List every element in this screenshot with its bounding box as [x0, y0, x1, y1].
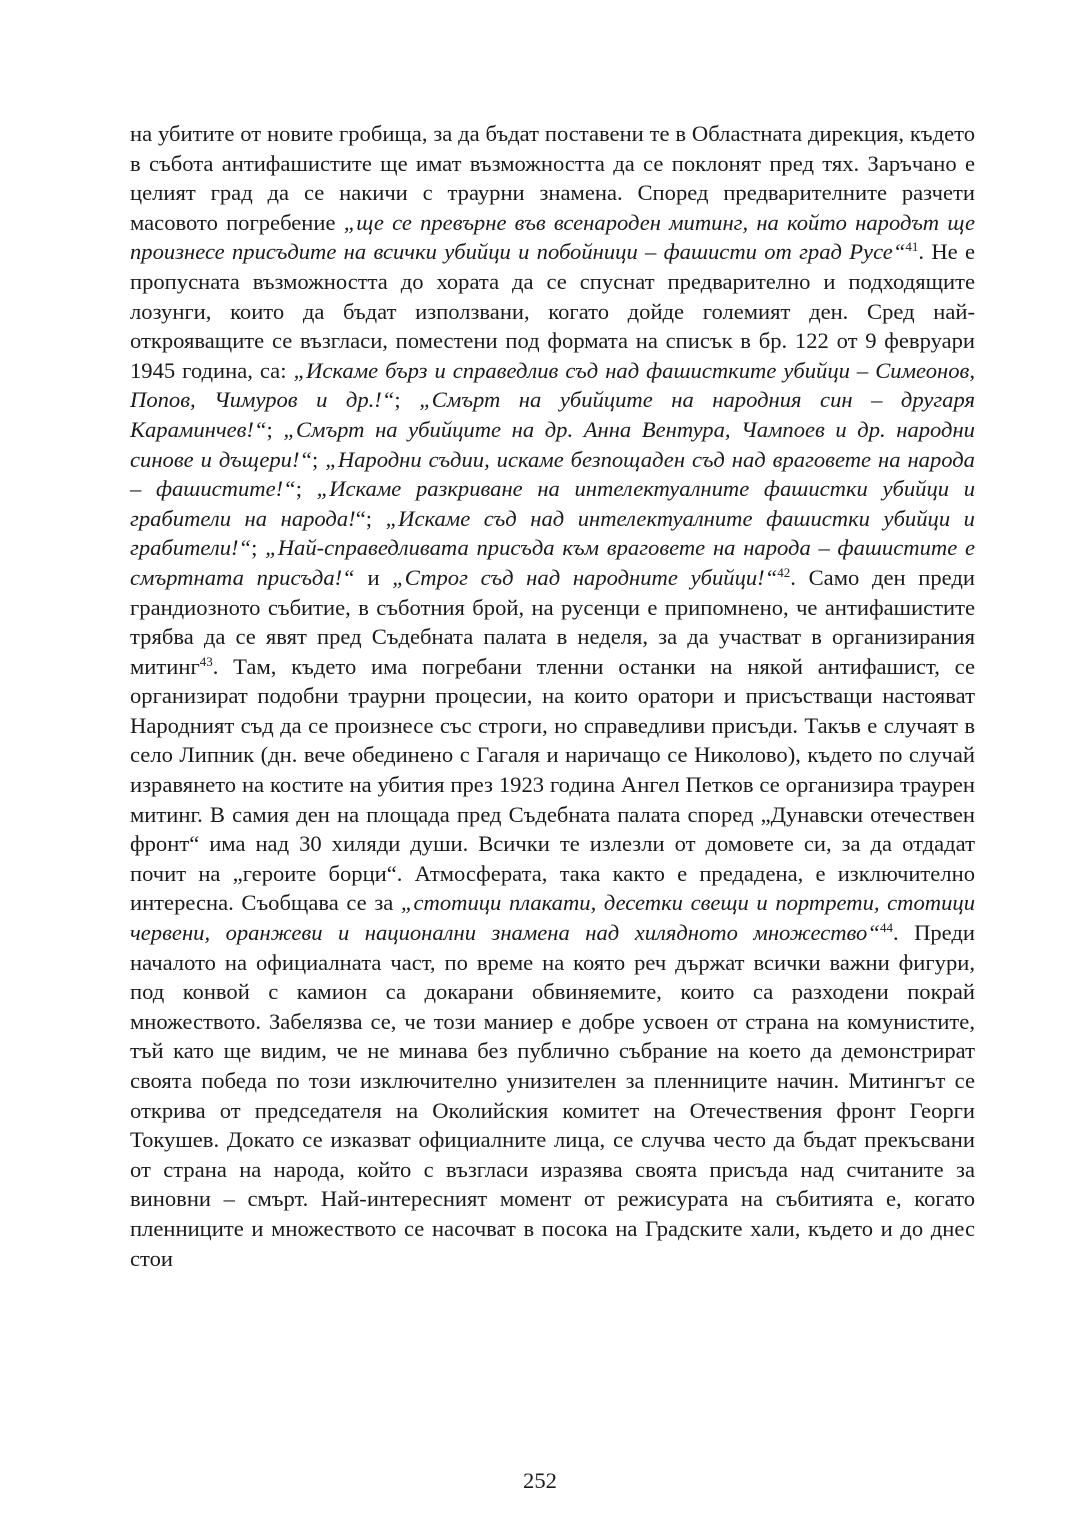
footnote-ref: 43 — [199, 653, 213, 669]
quoted-text: „Смърт на убийците на др. Анна Вентура, Чампоев и др. народни синове и дъщери!“ — [130, 416, 975, 472]
body-text: . Само ден преди грандиозното събитие, в съботния брой, на русенци е припомнено, че антифашистите трябва да се явят пред Съдебната палата в неделя, за да участват в организирания митинг — [130, 564, 976, 679]
quoted-text: „Искаме съд над интелектуалните фашистки убийци и грабители!“ — [130, 505, 975, 561]
body-text: “; — [355, 505, 386, 531]
body-text: на убитите от новите гробища, за да бъдат поставени те в Областната дирекция, където в събота антифашистите ще имат възможността да се поклонят пред тях. Заръчано е целият град да се накичи с траурни знамена. Според предварителните разчети масовото погребение — [130, 121, 975, 235]
quoted-text: „Най-справедливата присъда към враговете на народа – фашистите е смъртната присъда!“ — [130, 535, 976, 590]
quoted-text: „Искаме бърз и справедлив съд над фашистките убийци – Симеонов, Попов, Чимуров и др.!“ — [130, 357, 975, 413]
body-text: . Преди началото на официалната част, по време на която реч държат всички важни фигури, под конвой с камион са докарани обвиняемите, които са разходени покрай множеството. Забелязва се, че този маниер е добре усвоен от страна на комунистите, тъй като ще видим, че не минава без публично събрание на което да демонстрират своята победа по този изключително унизителен за пленниците начин. Митингът се открива от председателя на Околийския комитет на Отечествения фронт Георги Токушев. Докато се изказват официалните лица, се случва често да бъдат прекъсвани от страна на народа, който с възгласи изразява своята присъда над считаните за виновни – смърт. Най-интересният момент от режисурата на събитията е, когато пленниците и множеството се насочват в посока на Градските хали, където и до днес стои — [130, 920, 975, 1271]
quoted-text: „стотици плакати, десетки свещи и портрети, стотици червени, оранжеви и национални знамена над хилядното множество“ — [130, 890, 975, 946]
quoted-text: „ще се превърне във всенароден митинг, на който народът ще произнесе присъдите на всички убийци и побойници – фашисти от град Русе“ — [130, 209, 975, 265]
quoted-text: „Строг съд над народните убийци!“ — [392, 564, 778, 590]
body-text: ; — [295, 476, 317, 502]
body-text: ; — [266, 416, 284, 442]
quoted-text: „Смърт на убийците на народния син – другаря Караминчев!“ — [130, 387, 975, 442]
body-text: . Там, където има погребани тленни останки на някой антифашист, се организират подобни траурни процесии, на които оратори и присъстващи настояват Народният съд да се произнесе със строги, но справедливи присъди. Такъв е случаят в село Липник (дн. вече обединено с Гагаля и наричащо се Николово), където по случай изравянето на костите на убития през 1923 година Ангел Петков се организира траурен митинг. В самия ден на площада пред Съдебната палата според „Дунавски отечествен фронт“ има над 30 хиляди души. Всички те излезли от домовете си, за да отдадат почит на „героите борци“. Атмосферата, така както е предадена, е изключително интересна. Съобщава се за — [130, 653, 975, 916]
body-text: . Не е пропусната възможността до хората да се спуснат предварително и подходящите лозунги, които да бъдат използвани, когато дойде големият ден. Сред най-открояващите се възгласи, поместени под формата на списък в бр. 122 от 9 февруари 1945 година, са: — [130, 239, 975, 383]
footnote-ref: 44 — [879, 920, 893, 936]
body-paragraph — [130, 119, 975, 1273]
quoted-text: „Искаме разкриване на интелектуалните фашистки убийци и грабители на народа! — [130, 476, 975, 531]
body-text: ; — [312, 446, 326, 472]
page-number: 252 — [523, 1468, 557, 1493]
footnote-ref: 42 — [777, 564, 791, 580]
page-body — [130, 119, 975, 1273]
body-text: ; — [394, 387, 420, 413]
body-text: и — [354, 564, 393, 590]
footnote-ref: 41 — [905, 239, 919, 255]
body-text: ; — [251, 535, 266, 561]
quoted-text: „Народни съдии, искаме безпощаден съд над враговете на народа – фашистите!“ — [130, 446, 975, 502]
